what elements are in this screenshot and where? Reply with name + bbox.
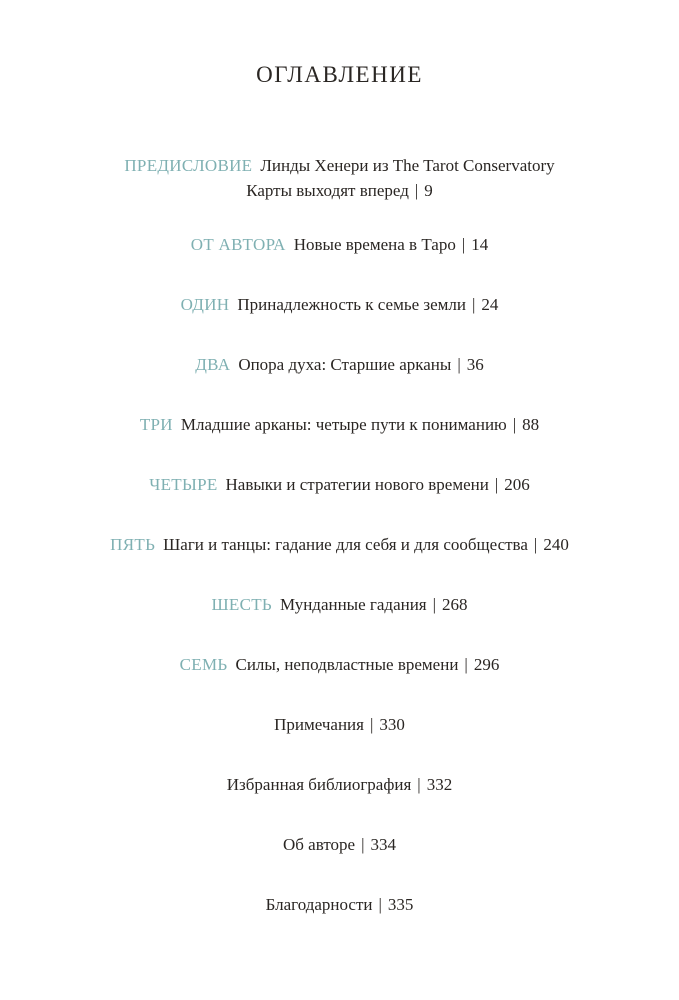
toc-entry-text: Линды Хенери из The Tarot Conservatory (260, 156, 555, 175)
page-title: ОГЛАВЛЕНИЕ (256, 62, 423, 87)
toc-entry-chapter-4[interactable] (0, 472, 679, 497)
toc-separator: | (369, 715, 374, 734)
toc-entry-text: Навыки и стратегии нового времени (225, 475, 489, 494)
toc-entry-text: Опора духа: Старшие арканы (238, 355, 452, 374)
toc-entry-about-author[interactable] (0, 832, 679, 857)
toc-entry-text: Силы, неподвластные времени (235, 655, 459, 674)
toc-entry-text: Примечания (274, 715, 364, 734)
toc-entry-notes[interactable] (0, 712, 679, 737)
toc-separator: | (378, 895, 382, 914)
toc-entry-bibliography[interactable] (0, 772, 679, 797)
toc-entry-label: ПРЕДИСЛОВИЕ (124, 156, 253, 175)
toc-entry-subtitle: Карты выходят вперед (246, 181, 409, 200)
toc-entry-page: 24 (481, 295, 499, 314)
toc-entry-text: Шаги и танцы: гадание для себя и для сообщества (163, 535, 528, 554)
toc-separator: | (457, 355, 461, 374)
toc-entry-label: ЧЕТЫРЕ (149, 475, 218, 494)
toc-entry-page: 335 (387, 895, 414, 914)
toc-entry-acknowledgements[interactable] (0, 892, 679, 917)
toc-entry-page: 88 (522, 415, 540, 434)
toc-separator: | (512, 415, 517, 434)
toc-entry-line2 (0, 178, 679, 203)
toc-separator: | (417, 775, 421, 794)
toc-entry-chapter-7[interactable] (0, 652, 679, 677)
toc-separator: | (432, 595, 437, 614)
toc-entry-page: 268 (442, 595, 468, 614)
toc-entry-label: ШЕСТЬ (211, 595, 272, 614)
toc-separator: | (461, 235, 466, 254)
toc-entry-label: ТРИ (139, 415, 173, 434)
toc-separator: | (494, 475, 499, 494)
toc-entry-text: Благодарности (265, 895, 373, 914)
toc-entry-page: 332 (426, 775, 453, 794)
toc-entry-chapter-2[interactable] (0, 352, 679, 377)
toc-separator: | (414, 181, 419, 200)
toc-entry-text: Мунданные гадания (280, 595, 427, 614)
toc-entry-label: СЕМЬ (179, 655, 228, 674)
toc-entry-page: 36 (466, 355, 484, 374)
toc-entry-from-author[interactable] (0, 232, 679, 257)
toc-entry-chapter-3[interactable] (0, 412, 679, 437)
toc-entry-chapter-5[interactable] (0, 532, 679, 557)
toc-entry-page: 330 (379, 715, 405, 734)
toc-entry-label: ОТ АВТОРА (190, 235, 286, 254)
toc-entry-page: 240 (543, 535, 569, 554)
toc-entry-page: 334 (370, 835, 396, 854)
toc-entry-chapter-1[interactable] (0, 292, 679, 317)
toc-entry-page: 9 (424, 181, 433, 200)
toc-separator: | (361, 835, 365, 854)
toc-entry-text: Об авторе (283, 835, 356, 854)
toc-entry-page: 14 (471, 235, 489, 254)
toc-entry-label: ПЯТЬ (110, 535, 156, 554)
toc-separator: | (472, 295, 476, 314)
toc-separator: | (464, 655, 468, 674)
toc-entry-page: 296 (473, 655, 500, 674)
toc-separator: | (533, 535, 538, 554)
toc-entry-page: 206 (504, 475, 530, 494)
toc-entry-text: Принадлежность к семье земли (237, 295, 467, 314)
toc-entry-text: Младшие арканы: четыре пути к пониманию (180, 415, 507, 434)
toc-entry-label: ДВА (195, 355, 231, 374)
toc-entry-text: Новые времена в Таро (293, 235, 456, 254)
toc-entry-text: Избранная библиография (226, 775, 412, 794)
toc-entry-label: ОДИН (180, 295, 230, 314)
toc-entry-chapter-6[interactable] (0, 592, 679, 617)
toc-entry-foreword[interactable] (0, 153, 679, 203)
